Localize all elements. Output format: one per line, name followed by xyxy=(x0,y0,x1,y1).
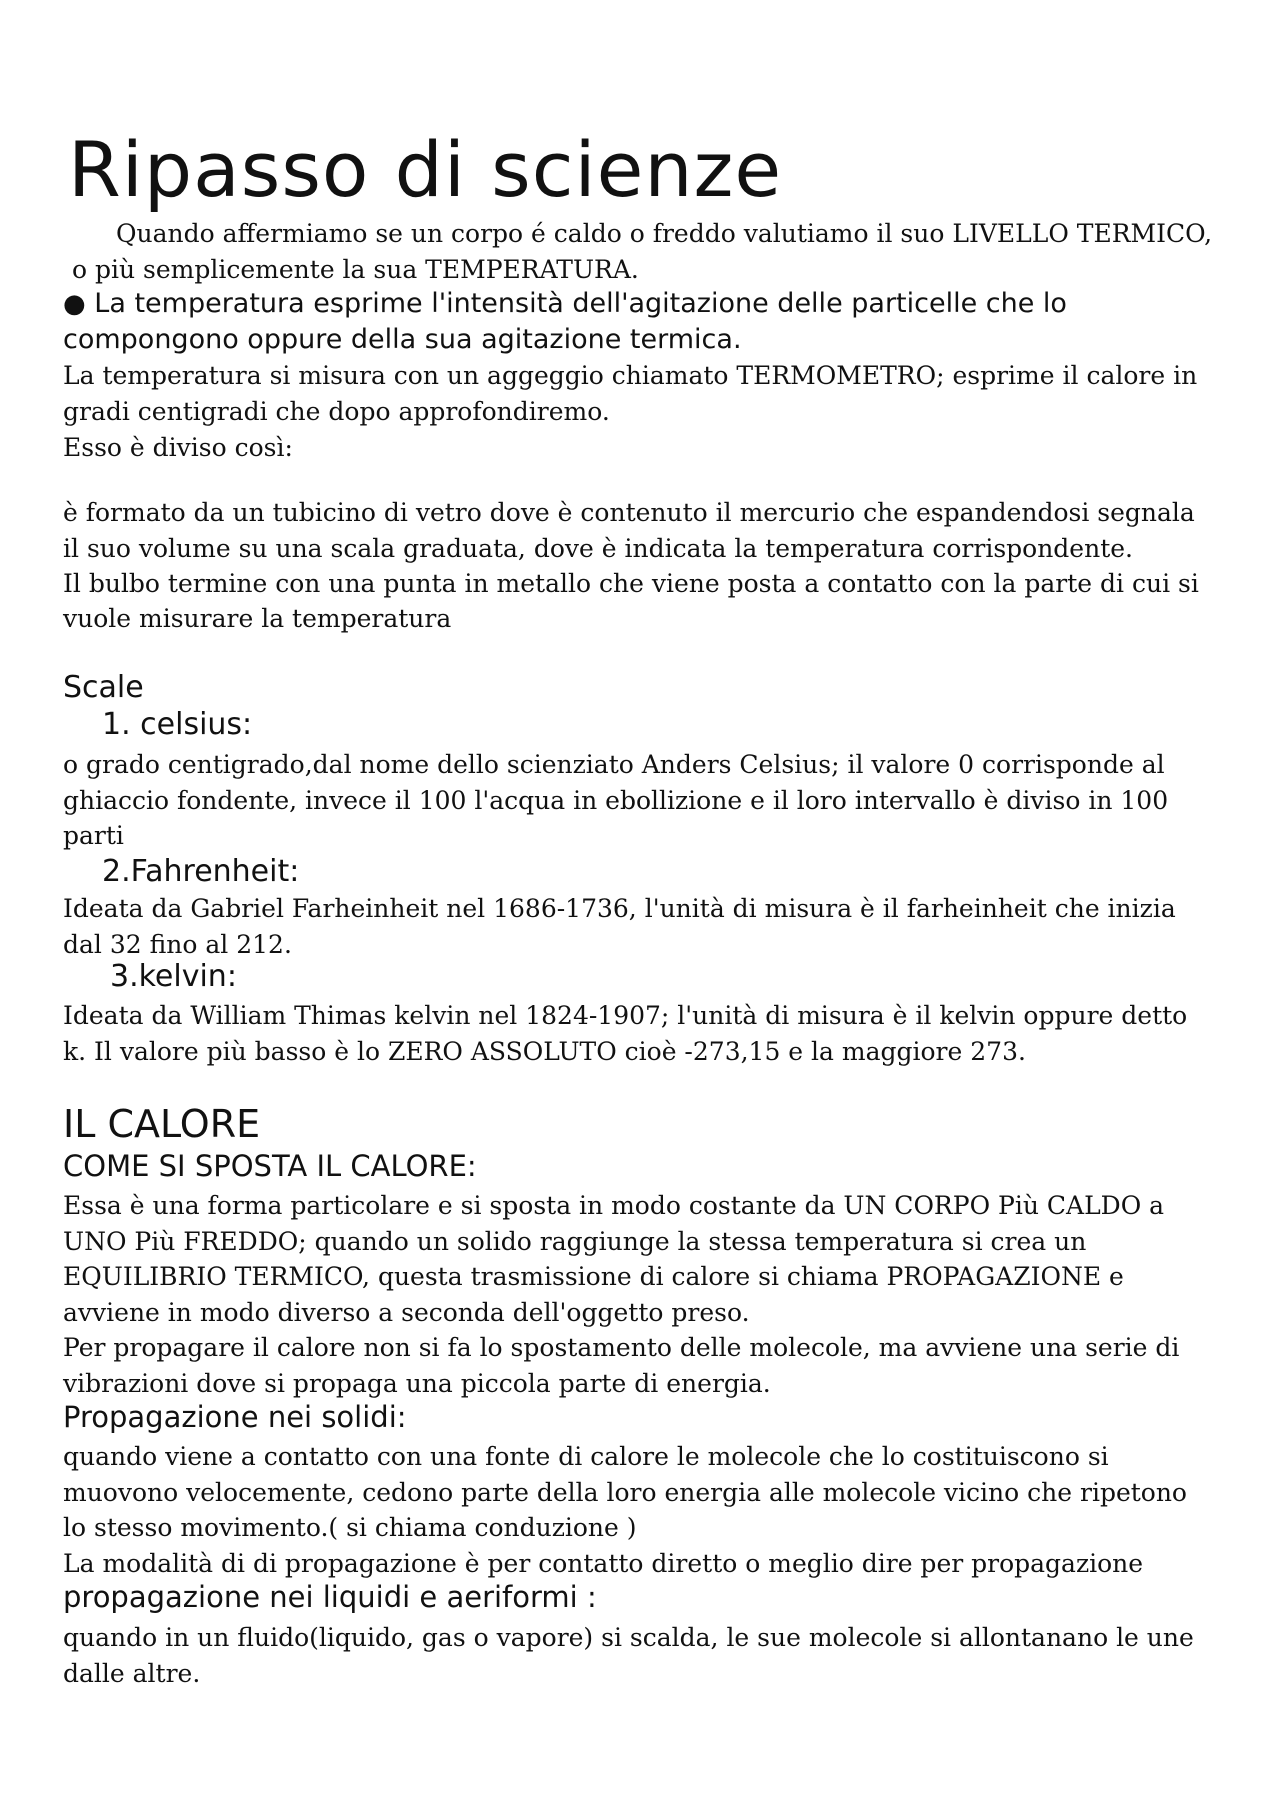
kelvin-line-2: k. Il valore più basso è lo ZERO ASSOLUTO cioè -273,15 e la maggiore 273. xyxy=(63,1037,1026,1066)
bullet-dot-icon: ● xyxy=(63,289,86,319)
solidi-line-1: quando viene a contatto con una fonte di calore le molecole che lo costituiscono si xyxy=(63,1442,1109,1471)
solidi-line-3: lo stesso movimento.( si chiama conduzione ) xyxy=(63,1513,637,1542)
solidi-line-2: muovono velocemente, cedono parte della loro energia alle molecole vicino che ripetono xyxy=(63,1478,1187,1507)
thermometer-p1-line-3: Esso è diviso così: xyxy=(63,433,293,462)
intro-line-2: o più semplicemente la sua TEMPERATURA. xyxy=(72,255,639,284)
liquidi-line-2: dalle altre. xyxy=(63,1659,201,1688)
calore-line-2: UNO Più FREDDO; quando un solido raggiunge la stessa temperatura si crea un xyxy=(63,1227,1087,1256)
solidi-line-4: La modalità di di propagazione è per contatto diretto o meglio dire per propagazione xyxy=(63,1549,1144,1578)
celsius-line-2: ghiaccio fondente, invece il 100 l'acqua in ebollizione e il loro intervallo è diviso in 100 xyxy=(63,786,1169,815)
thermometer-p1-line-2: gradi centigradi che dopo approfondiremo. xyxy=(63,397,610,426)
bullet-line-1 xyxy=(63,286,1067,322)
celsius-line-1: o grado centigrado,dal nome dello scienziato Anders Celsius; il valore 0 corrisponde al xyxy=(63,750,1165,779)
thermometer-p2-line-4: vuole misurare la temperatura xyxy=(63,604,452,633)
calore-line-6: vibrazioni dove si propaga una piccola parte di energia. xyxy=(63,1369,771,1398)
thermometer-p1-line-1: La temperatura si misura con un aggeggio chiamato TERMOMETRO; esprime il calore in xyxy=(63,361,1198,390)
calore-heading: IL CALORE xyxy=(63,1102,261,1146)
calore-subheading: COME SI SPOSTA IL CALORE: xyxy=(63,1149,477,1183)
celsius-line-3: parti xyxy=(63,821,124,850)
page-title: Ripasso di scienze xyxy=(68,125,783,214)
calore-line-3: EQUILIBRIO TERMICO, questa trasmissione di calore si chiama PROPAGAZIONE e xyxy=(63,1262,1124,1291)
thermometer-p2-line-2: il suo volume su una scala graduata, dove è indicata la temperatura corrispondente. xyxy=(63,534,1133,563)
solidi-heading: Propagazione nei solidi: xyxy=(63,1400,407,1434)
celsius-heading: 1. celsius: xyxy=(102,707,253,742)
thermometer-p2-line-3: Il bulbo termine con una punta in metallo che viene posta a contatto con la parte di cui si xyxy=(63,569,1199,598)
fahrenheit-line-2: dal 32 fino al 212. xyxy=(63,930,292,959)
fahrenheit-line-1: Ideata da Gabriel Farheinheit nel 1686-1736, l'unità di misura è il farheinheit che inizia xyxy=(63,894,1176,923)
calore-line-5: Per propagare il calore non si fa lo spostamento delle molecole, ma avviene una serie di xyxy=(63,1333,1180,1362)
kelvin-line-1: Ideata da William Thimas kelvin nel 1824-1907; l'unità di misura è il kelvin oppure detto xyxy=(63,1001,1188,1030)
bullet-line-2: compongono oppure della sua agitazione termica. xyxy=(63,324,742,355)
liquidi-line-1: quando in un fluido(liquido, gas o vapore) si scalda, le sue molecole si allontanano le une xyxy=(63,1623,1194,1652)
calore-line-4: avviene in modo diverso a seconda dell'oggetto preso. xyxy=(63,1298,750,1327)
fahrenheit-heading: 2.Fahrenheit: xyxy=(102,854,300,889)
intro-line-1: Quando affermiamo se un corpo é caldo o freddo valutiamo il suo LIVELLO TERMICO, xyxy=(116,219,1213,248)
thermometer-p2-line-1: è formato da un tubicino di vetro dove è contenuto il mercurio che espandendosi segnala xyxy=(63,498,1195,527)
scales-heading: Scale xyxy=(63,670,144,705)
liquidi-heading: propagazione nei liquidi e aeriformi : xyxy=(63,1580,597,1614)
kelvin-heading: 3.kelvin: xyxy=(110,959,237,994)
bullet-text-1: La temperatura esprime l'intensità dell'agitazione delle particelle che lo xyxy=(94,288,1067,319)
calore-line-1: Essa è una forma particolare e si sposta in modo costante da UN CORPO Più CALDO a xyxy=(63,1191,1165,1220)
